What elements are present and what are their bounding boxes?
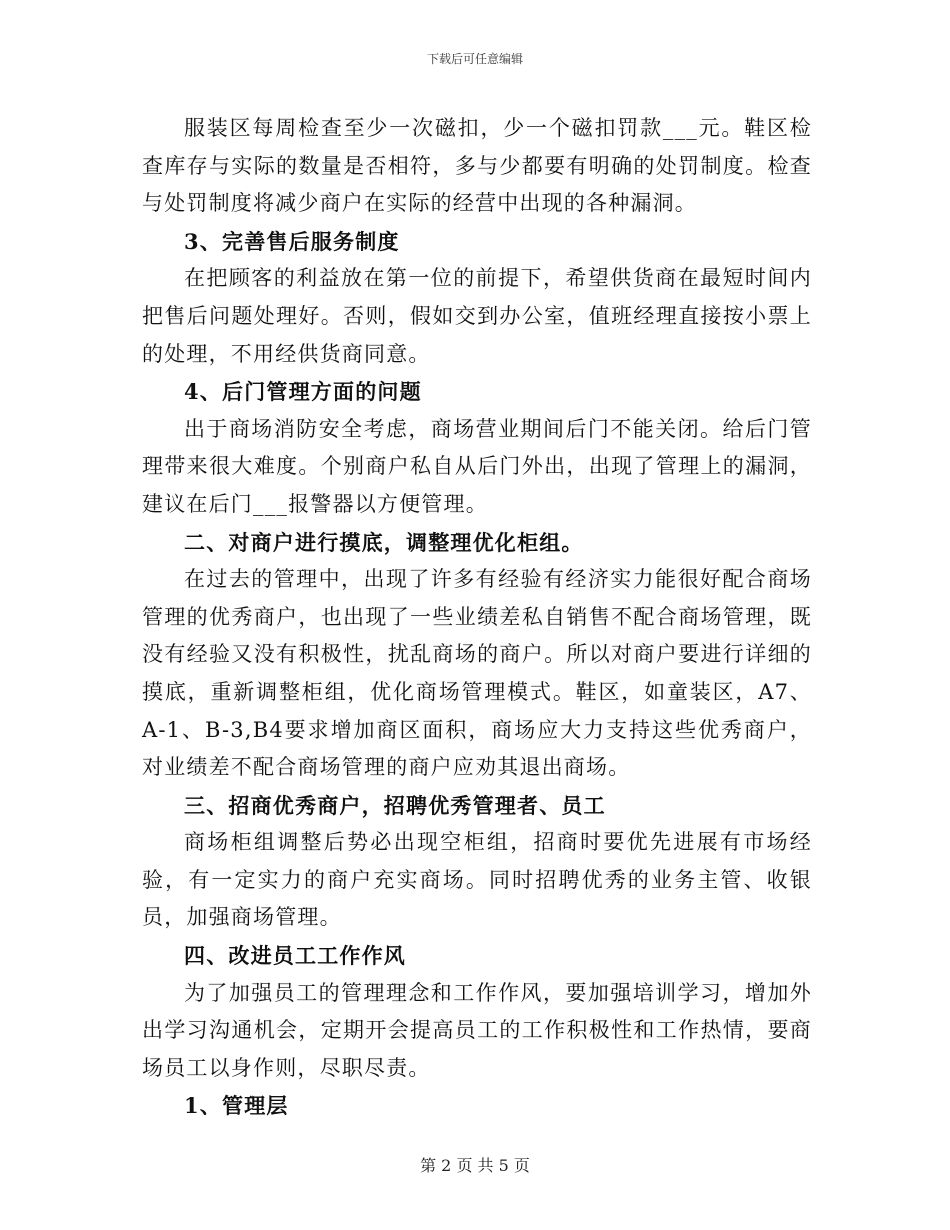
heading-work-style: 四、改进员工工作作风	[184, 943, 406, 969]
heading-after-sales: 3、完善售后服务制度	[184, 228, 400, 254]
paragraph-back-door: 出于商场消防安全考虑，商场营业期间后门不能关闭。给后门管理带来很大难度。个别商户私自从后门外出，出现了管理上的漏洞，建议在后门___报警器以方便管理。	[142, 416, 812, 516]
paragraph-merchant-survey: 在过去的管理中，出现了许多有经验有经济实力能很好配合商场管理的优秀商户，也出现了一些业绩差私自销售不配合商场管理，既没有经验又没有积极性，扰乱商场的商户。所以对商户要进行详细的摸底，重新调整柜组，优化商场管理模式。鞋区，如童装区，A7、A-1、B-3,B4要求增加商区面积，商场应大力支持这些优秀商户，对业绩差不配合商场管理的商户应劝其退出商场。	[142, 567, 812, 780]
page-footer: 第 2 页 共 5 页	[420, 1156, 530, 1175]
heading-management: 1、管理层	[184, 1093, 289, 1119]
paragraph-inventory-check: 服装区每周检查至少一次磁扣，少一个磁扣罚款___元。鞋区检查库存与实际的数量是否相符，多与少都要有明确的处罚制度。检查与处罚制度将减少商户在实际的经营中出现的各种漏洞。	[142, 116, 812, 216]
paragraph-recruitment: 商场柜组调整后势必出现空柜组，招商时要优先进展有市场经验，有一定实力的商户充实商场。同时招聘优秀的业务主管、收银员，加强商场管理。	[142, 830, 812, 930]
heading-back-door: 4、后门管理方面的问题	[184, 379, 422, 405]
heading-recruitment: 三、招商优秀商户，招聘优秀管理者、员工	[184, 792, 606, 818]
heading-merchant-survey: 二、对商户进行摸底，调整理优化柜组。	[184, 529, 584, 555]
document-body	[142, 110, 812, 1125]
paragraph-work-style: 为了加强员工的管理理念和工作作风，要加强培训学习，增加外出学习沟通机会，定期开会提高员工的工作积极性和工作热情，要商场员工以身作则，尽职尽责。	[142, 980, 812, 1080]
page-header: 下载后可任意编辑	[426, 52, 523, 66]
paragraph-after-sales: 在把顾客的利益放在第一位的前提下，希望供货商在最短时间内把售后问题处理好。否则，假如交到办公室，值班经理直接按小票上的处理，不用经供货商同意。	[142, 266, 812, 366]
